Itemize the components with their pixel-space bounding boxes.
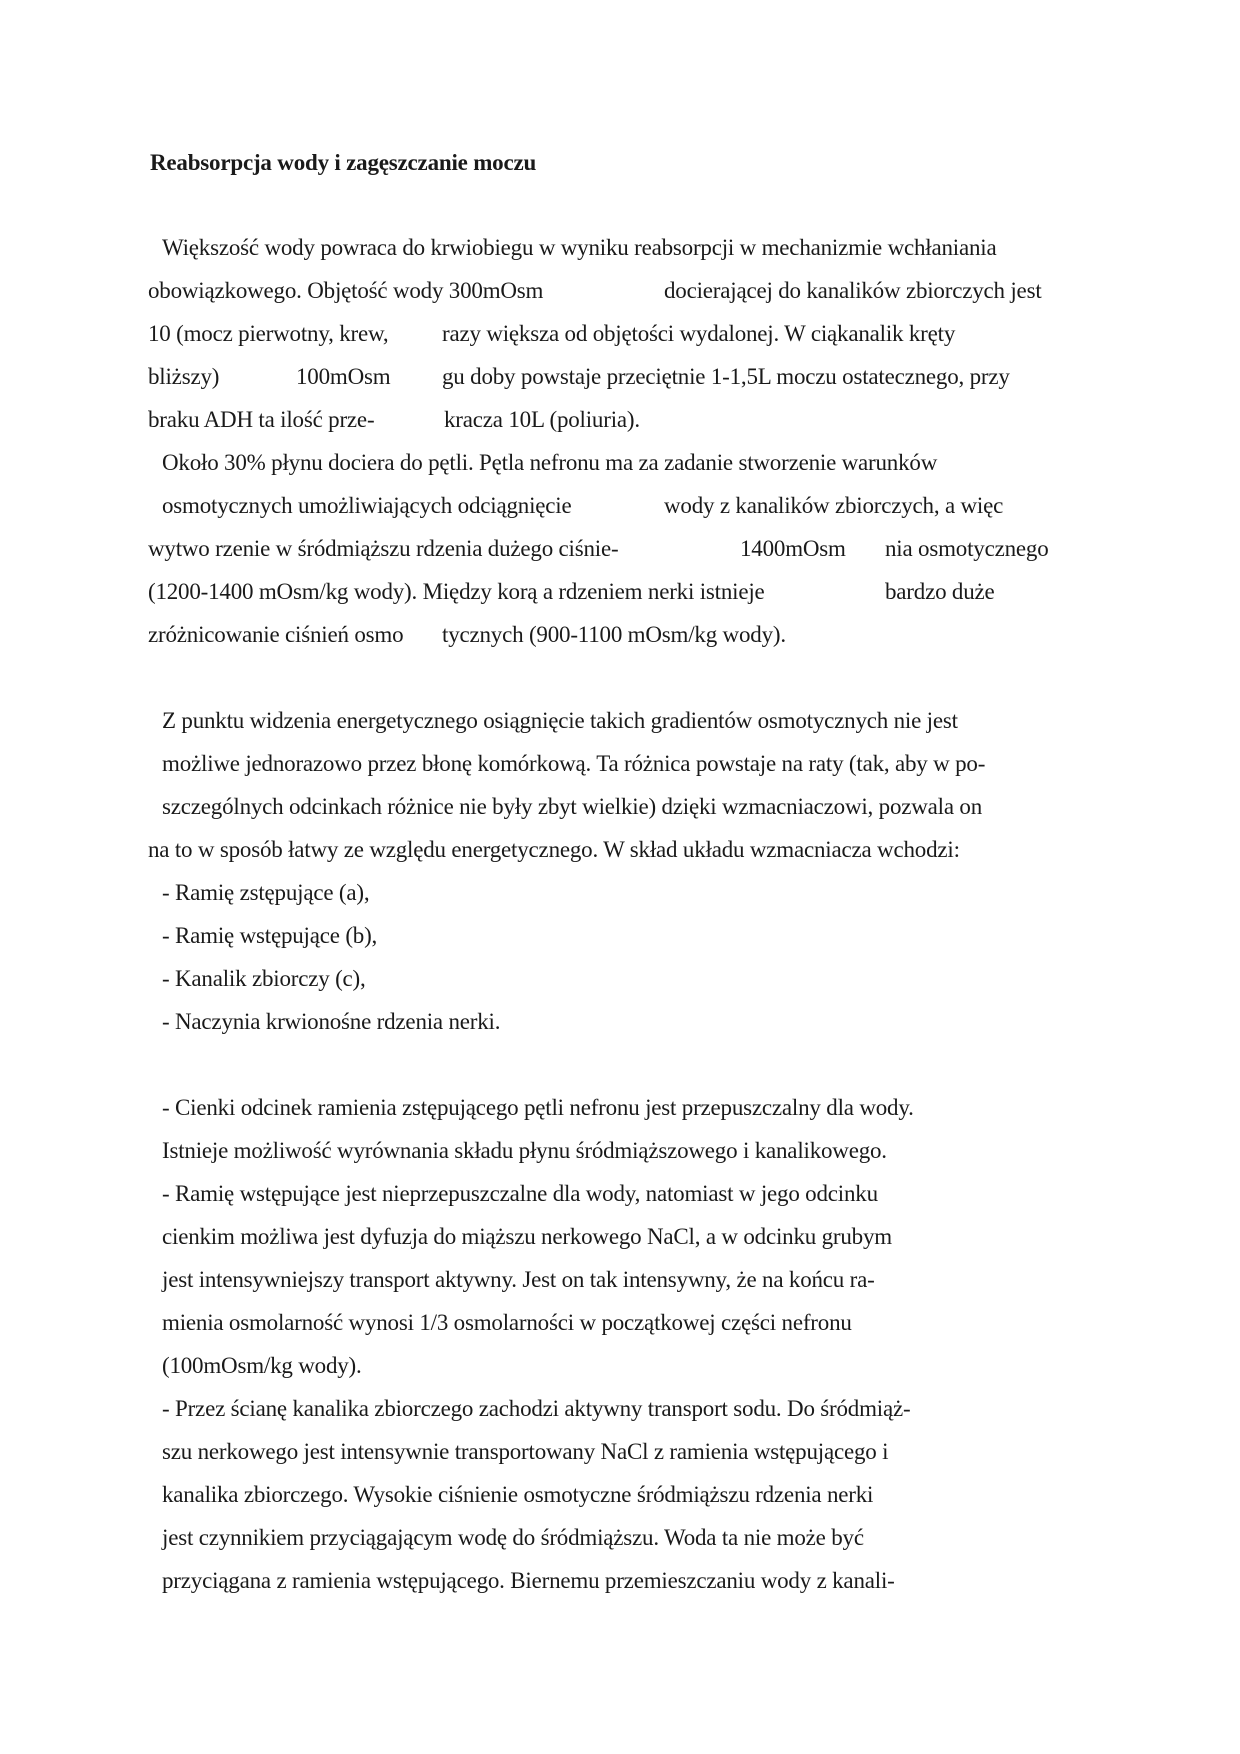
text-line: kanalika zbiorczego. Wysokie ciśnienie osmotyczne śródmiąższu rdzenia nerki — [162, 1482, 874, 1507]
text-line: - Przez ścianę kanalika zbiorczego zachodzi aktywny transport sodu. Do śródmiąż- — [162, 1396, 911, 1421]
text-line: wody z kanalików zbiorczych, a więc — [664, 493, 1004, 518]
text-line: Z punktu widzenia energetycznego osiągnięcie takich gradientów osmotycznych nie jest — [162, 708, 958, 733]
list-item: - Ramię zstępujące (a), — [162, 880, 370, 905]
text-line: 1400mOsm — [740, 536, 846, 561]
text-line: Około 30% płynu dociera do pętli. Pętla nefronu ma za zadanie stworzenie warunków — [162, 450, 938, 475]
text-line: szczególnych odcinkach różnice nie były zbyt wielkie) dzięki wzmacniaczowi, pozwala on — [162, 794, 983, 819]
text-line: obowiązkowego. Objętość wody 300mOsm — [148, 278, 544, 303]
text-line: przyciągana z ramienia wstępującego. Biernemu przemieszczaniu wody z kanali- — [162, 1568, 895, 1593]
text-line: - Cienki odcinek ramienia zstępującego pętli nefronu jest przepuszczalny dla wody. — [162, 1095, 914, 1120]
list-item: - Ramię wstępujące (b), — [162, 923, 378, 948]
list-item: - Kanalik zbiorczy (c), — [162, 966, 366, 991]
text-line: osmotycznych umożliwiających odciągnięcie — [162, 493, 572, 518]
text-line: zróżnicowanie ciśnień osmo — [148, 622, 404, 647]
text-line: jest czynnikiem przyciągającym wodę do śródmiąższu. Woda ta nie może być — [162, 1525, 864, 1550]
text-line: mienia osmolarność wynosi 1/3 osmolarności w początkowej części nefronu — [162, 1310, 852, 1335]
document-title: Reabsorpcja wody i zagęszczanie moczu — [150, 150, 537, 175]
text-line: (1200-1400 mOsm/kg wody). Między korą a rdzeniem nerki istnieje — [148, 579, 765, 604]
text-line: 100mOsm — [296, 364, 391, 389]
text-line: Większość wody powraca do krwiobiegu w wyniku reabsorpcji w mechanizmie wchłaniania — [162, 235, 997, 260]
text-line: bardzo duże — [885, 579, 995, 604]
text-line: gu doby powstaje przeciętnie 1-1,5L moczu ostatecznego, przy — [442, 364, 1010, 389]
text-line: 10 (mocz pierwotny, krew, — [148, 321, 389, 346]
text-line: Istnieje możliwość wyrównania składu płynu śródmiąższowego i kanalikowego. — [162, 1138, 887, 1163]
text-line: bliższy) — [148, 364, 220, 389]
text-line: jest intensywniejszy transport aktywny. Jest on tak intensywny, że na końcu ra- — [162, 1267, 875, 1292]
text-line: nia osmotycznego — [885, 536, 1049, 561]
text-line: kracza 10L (poliuria). — [444, 407, 640, 432]
text-line: tycznych (900-1100 mOsm/kg wody). — [442, 622, 786, 647]
text-line: - Ramię wstępujące jest nieprzepuszczalne dla wody, natomiast w jego odcinku — [162, 1181, 878, 1206]
text-line: docierającej do kanalików zbiorczych jest — [664, 278, 1042, 303]
text-line: braku ADH ta ilość prze- — [148, 407, 375, 432]
text-line: szu nerkowego jest intensywnie transportowany NaCl z ramienia wstępującego i — [162, 1439, 889, 1464]
list-item: - Naczynia krwionośne rdzenia nerki. — [162, 1009, 501, 1034]
text-line: możliwe jednorazowo przez błonę komórkową. Ta różnica powstaje na raty (tak, aby w po- — [162, 751, 986, 776]
text-line: razy większa od objętości wydalonej. W ciąkanalik kręty — [442, 321, 956, 346]
text-line: (100mOsm/kg wody). — [162, 1353, 362, 1378]
text-line: wytwo rzenie w śródmiąższu rdzenia dużego ciśnie- — [148, 536, 619, 561]
text-line: na to w sposób łatwy ze względu energetycznego. W skład układu wzmacniacza wchodzi: — [148, 837, 960, 862]
text-line: cienkim możliwa jest dyfuzja do miąższu nerkowego NaCl, a w odcinku grubym — [162, 1224, 892, 1249]
